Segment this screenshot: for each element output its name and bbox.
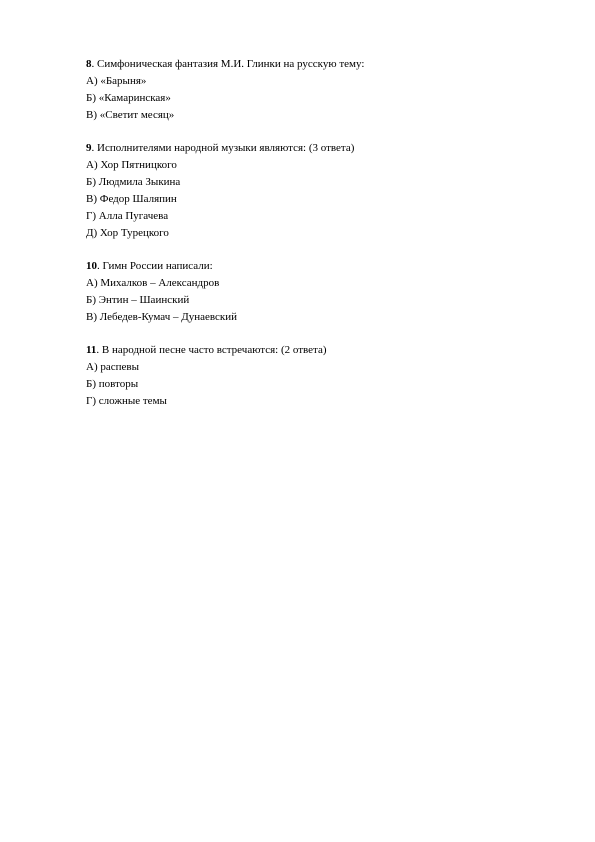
- question-text: [86, 140, 546, 157]
- answer-option: Г) Алла Пугачева: [86, 210, 169, 222]
- answer-option: Б) «Камаринская»: [86, 92, 171, 104]
- answer-option: Б) Людмила Зыкина: [86, 176, 181, 188]
- question-text: [86, 56, 546, 73]
- question-11: [86, 342, 546, 410]
- answer-option: Д) Хор Турецкого: [86, 227, 169, 239]
- question-number: 11: [86, 344, 97, 356]
- answer-option: В) Лебедев-Кумач – Дунаевский: [86, 311, 238, 323]
- quiz-content: [86, 56, 546, 426]
- question-text: [86, 342, 546, 359]
- question-prompt: . Симфоническая фантазия М.И. Глинки на русскую тему:: [91, 58, 365, 70]
- answer-option: Г) сложные темы: [86, 395, 167, 407]
- question-prompt: . В народной песне часто встречаются: (2 ответа): [96, 344, 327, 356]
- answer-option: Б) Энтин – Шаинский: [86, 294, 190, 306]
- answer-option: В) Федор Шаляпин: [86, 193, 177, 205]
- answer-option: А) распевы: [86, 361, 139, 373]
- answer-option: А) Михалков – Александров: [86, 277, 220, 289]
- question-9: [86, 140, 546, 242]
- question-number: 8: [86, 58, 92, 70]
- answer-option: В) «Светит месяц»: [86, 109, 175, 121]
- question-10: [86, 258, 546, 326]
- question-prompt: . Гимн России написали:: [97, 260, 213, 272]
- answer-option: Б) повторы: [86, 378, 139, 390]
- question-number: 9: [86, 142, 92, 154]
- answer-option: А) Хор Пятницкого: [86, 159, 177, 171]
- question-text: [86, 258, 546, 275]
- question-8: [86, 56, 546, 124]
- answer-option: А) «Барыня»: [86, 75, 147, 87]
- question-number: 10: [86, 260, 97, 272]
- question-prompt: . Исполнителями народной музыки являются: (3 ответа): [91, 142, 355, 154]
